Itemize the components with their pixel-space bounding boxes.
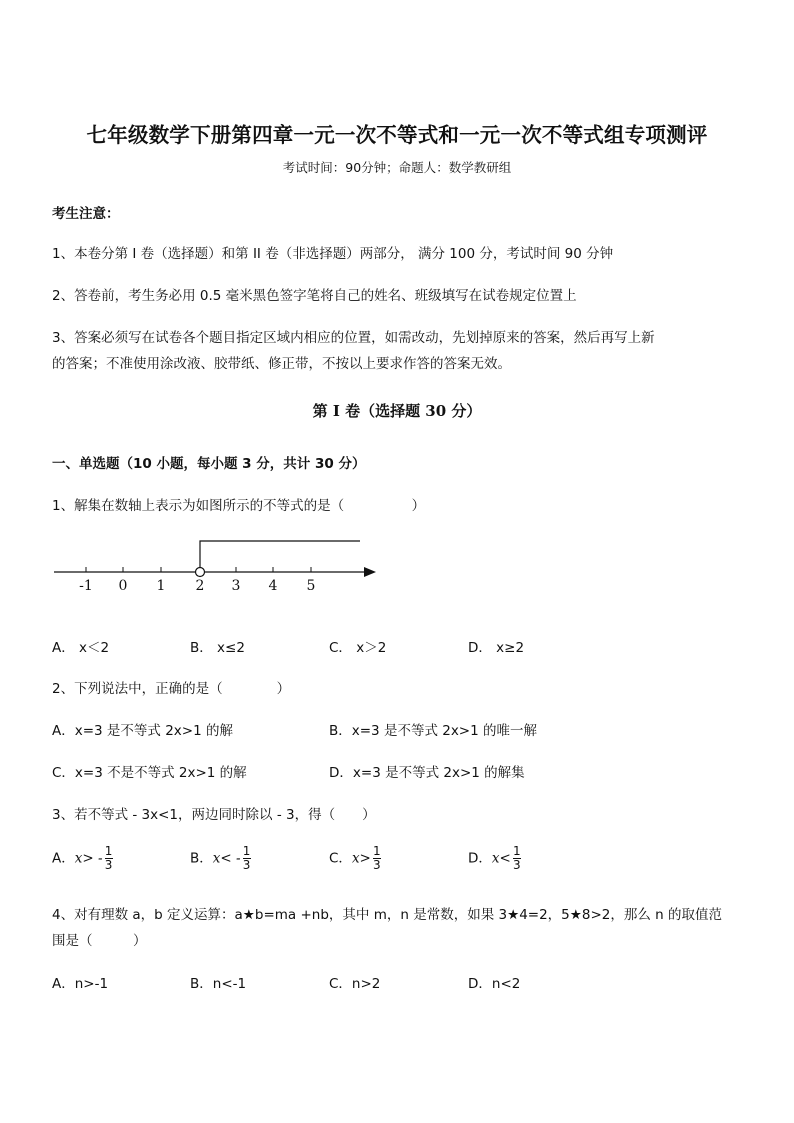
question-3-stem: 3、若不等式 - 3x<1，两边同时除以 - 3，得（ ）: [52, 807, 376, 823]
section-title: 第 I 卷（选择题 30 分）: [312, 402, 482, 420]
q3-option-a[interactable]: [52, 845, 113, 872]
q4-option-a[interactable]: A．n>-1: [52, 976, 109, 992]
option-expression: x<: [491, 850, 511, 867]
solution-bracket-line: [200, 541, 360, 568]
fraction: [243, 845, 251, 872]
q3-option-b[interactable]: [190, 845, 251, 872]
q1-option-b[interactable]: B． x≤2: [190, 640, 245, 656]
q2-option-d[interactable]: D．x=3 是不等式 2x>1 的解集: [329, 765, 525, 781]
option-prefix: D．: [468, 850, 492, 867]
axis-label-3: 3: [231, 578, 241, 594]
fraction-denominator: 3: [513, 858, 521, 872]
axis-label-2: 2: [195, 578, 205, 594]
question-4-stem-line2: 围是（ ）: [52, 933, 147, 949]
axis-label-neg1: -1: [79, 578, 93, 594]
axis-label-1: 1: [156, 578, 166, 594]
page-title: 七年级数学下册第四章一元一次不等式和一元一次不等式组专项测评: [86, 123, 708, 147]
q2-option-a[interactable]: A．x=3 是不等式 2x>1 的解: [52, 723, 233, 739]
fraction-denominator: 3: [373, 858, 381, 872]
fraction-numerator: 1: [104, 844, 113, 858]
q3-option-d[interactable]: [468, 845, 521, 872]
axis-label-4: 4: [268, 578, 278, 594]
number-line-figure: [50, 530, 390, 600]
option-prefix: A．: [52, 850, 75, 867]
fraction-denominator: 3: [104, 858, 113, 872]
option-expression: x< -: [212, 850, 241, 867]
fraction: [105, 845, 113, 872]
notice-item-2: 2、答卷前，考生务必用 0.5 毫米黑色签字笔将自己的姓名、班级填写在试卷规定位置上: [52, 288, 577, 304]
q2-option-b[interactable]: B．x=3 是不等式 2x>1 的唯一解: [329, 723, 538, 739]
open-endpoint-circle: [196, 568, 205, 577]
axis-label-0: 0: [118, 578, 128, 594]
q1-option-c[interactable]: C． x＞2: [329, 640, 387, 656]
q2-option-c[interactable]: C．x=3 不是不等式 2x>1 的解: [52, 765, 247, 781]
number-line-arrow: [364, 567, 376, 577]
q1-option-d[interactable]: D． x≥2: [468, 640, 525, 656]
option-expression: x>: [351, 850, 371, 867]
fraction-denominator: 3: [242, 858, 251, 872]
option-prefix: B．: [190, 850, 213, 867]
question-4-stem-line1: 4、对有理数 a，b 定义运算：a★b=ma +nb，其中 m，n 是常数，如果 3★4=2，5★8>2，那么 n 的取值范: [52, 907, 723, 923]
part-heading: 一、单选题（10 小题，每小题 3 分，共计 30 分）: [52, 456, 366, 472]
fraction: [373, 845, 381, 872]
notice-heading: 考生注意：: [52, 206, 120, 222]
q4-option-b[interactable]: B．n<-1: [190, 976, 247, 992]
q3-option-c[interactable]: [329, 845, 381, 872]
fraction-numerator: 1: [242, 844, 251, 858]
fraction: [513, 845, 521, 872]
notice-item-1: 1、本卷分第 I 卷（选择题）和第 II 卷（非选择题）两部分， 满分 100 分，考试时间 90 分钟: [52, 246, 614, 262]
option-expression: x> -: [74, 850, 103, 867]
q1-option-a[interactable]: A． x＜2: [52, 640, 110, 656]
q4-option-d[interactable]: D．n<2: [468, 976, 521, 992]
notice-item-3-line1: 3、答案必须写在试卷各个题目指定区域内相应的位置，如需改动，先划掉原来的答案，然后再写上新: [52, 330, 655, 346]
question-2-stem: 2、下列说法中，正确的是（ ）: [52, 681, 291, 697]
q4-option-c[interactable]: C．n>2: [329, 976, 381, 992]
fraction-numerator: 1: [373, 844, 381, 858]
notice-item-3-line2: 的答案；不准使用涂改液、胶带纸、修正带，不按以上要求作答的答案无效。: [52, 356, 511, 372]
axis-label-5: 5: [306, 578, 316, 594]
fraction-numerator: 1: [513, 844, 521, 858]
question-1-stem: 1、解集在数轴上表示为如图所示的不等式的是（ ）: [52, 498, 426, 514]
exam-info: 考试时间：90分钟；命题人：数学教研组: [282, 160, 512, 175]
option-prefix: C．: [329, 850, 352, 867]
